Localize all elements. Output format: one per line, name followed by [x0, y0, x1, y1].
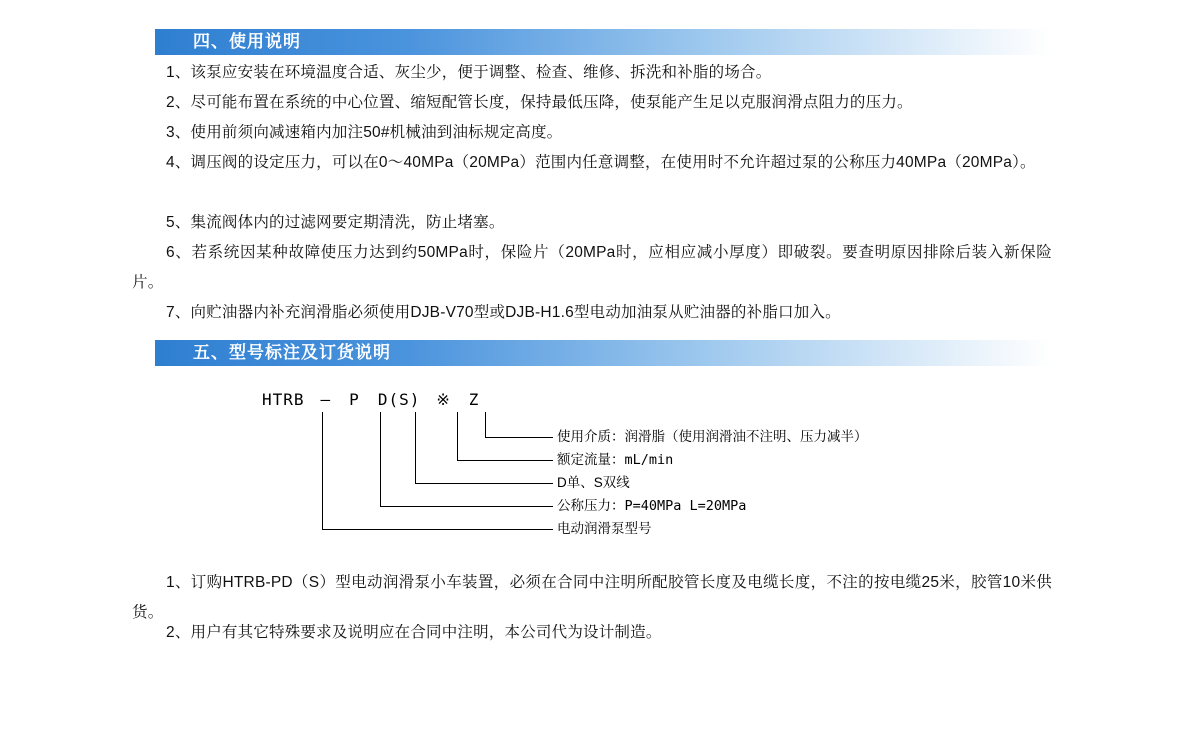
section-heading-label: 五、型号标注及订货说明 [193, 343, 391, 362]
leader-line-horizontal-model [322, 529, 553, 530]
leader-line-vertical-line-type [415, 412, 416, 484]
section-heading-label: 四、使用说明 [193, 32, 301, 51]
legend-line-type: D单、S双线 [557, 475, 630, 490]
usage-item-2-text: 2、尽可能布置在系统的中心位置、缩短配管长度，保持最低压降，使泵能产生足以克服润滑点阻力的压力。 [166, 94, 913, 111]
usage-item-5-text: 5、集流阀体内的过滤网要定期清洗，防止堵塞。 [166, 214, 505, 231]
usage-item-3 [132, 118, 1052, 148]
usage-item-6-text: 6、若系统因某种故障使压力达到约50MPa时，保险片（20MPa时，应相应减小厚度）即破裂。要查明原因排除后装入新保险片。 [132, 244, 1052, 291]
leader-line-horizontal-flow [457, 460, 553, 461]
heading-accent-bar [155, 340, 163, 366]
usage-item-7-text: 7、向贮油器内补充润滑脂必须使用DJB-V70型或DJB-H1.6型电动加油泵从贮油器的补脂口加入。 [166, 304, 841, 321]
leader-line-vertical-pressure [380, 412, 381, 507]
leader-line-vertical-flow [457, 412, 458, 461]
section-heading-model-designation [155, 340, 1051, 366]
usage-item-4-text: 4、调压阀的设定压力，可以在0～40MPa（20MPa）范围内任意调整，在使用时不允许超过泵的公称压力40MPa（20MPa）。 [166, 154, 1036, 171]
leader-line-horizontal-line-type [415, 483, 553, 484]
usage-item-5 [132, 208, 1052, 238]
leader-line-horizontal-z [485, 437, 553, 438]
model-code-string [262, 390, 479, 409]
legend-medium: 使用介质：润滑脂（使用润滑油不注明、压力减半） [557, 429, 868, 444]
ordering-item-2-text: 2、用户有其它特殊要求及说明应在合同中注明，本公司代为设计制造。 [166, 624, 662, 641]
usage-item-3-text: 3、使用前须向减速箱内加注50#机械油到油标规定高度。 [166, 124, 563, 141]
legend-pump-model: 电动润滑泵型号 [557, 521, 652, 536]
usage-item-1 [132, 58, 1052, 88]
leader-line-vertical-model [322, 412, 323, 530]
usage-item-1-text: 1、该泵应安装在环境温度合适、灰尘少，便于调整、检查、维修、拆洗和补脂的场合。 [166, 64, 772, 81]
ordering-item-1-text: 1、订购HTRB-PD（S）型电动润滑泵小车装置，必须在合同中注明所配胶管长度及电缆长度，不注的按电缆25米，胶管10米供货。 [132, 574, 1052, 621]
model-code-part-4: ※ [436, 390, 451, 409]
usage-item-2 [132, 88, 1052, 118]
legend-nominal-pressure: 公称压力：P=40MPa L=20MPa [557, 498, 747, 514]
section-heading-usage [155, 29, 1051, 55]
model-code-part-0: HTRB [262, 390, 305, 409]
leader-line-horizontal-pressure [380, 506, 553, 507]
legend-rated-flow: 额定流量：mL/min [557, 452, 674, 468]
model-code-part-1: — [320, 390, 332, 409]
ordering-item-2 [132, 618, 1052, 648]
model-code-diagram [132, 390, 1052, 560]
model-code-part-5: Z [468, 390, 480, 409]
usage-item-4 [132, 148, 1052, 178]
usage-item-6 [132, 238, 1052, 298]
model-code-part-3: D(S) [377, 390, 421, 409]
heading-accent-bar [155, 29, 163, 55]
usage-item-7 [132, 298, 1052, 328]
leader-line-vertical-z [485, 412, 486, 438]
model-code-part-2: P [349, 390, 360, 409]
